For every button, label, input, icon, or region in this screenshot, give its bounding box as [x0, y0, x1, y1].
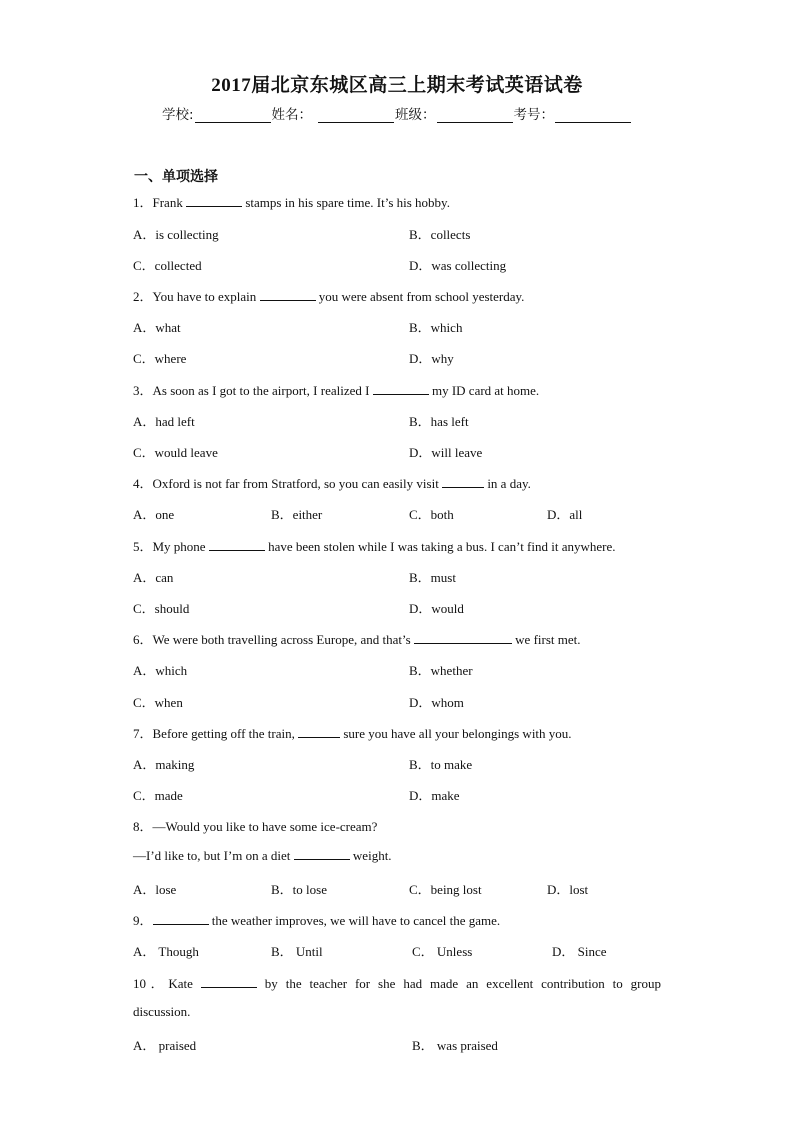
option[interactable]: B．has left: [409, 414, 469, 429]
option[interactable]: C．both: [409, 507, 454, 522]
question-stem: 2．You have to explain you were absent from school yesterday.: [133, 289, 525, 304]
option[interactable]: A．is collecting: [133, 227, 219, 242]
option[interactable]: C．collected: [133, 258, 202, 273]
section-heading: 一、单项选择: [134, 169, 218, 185]
option[interactable]: B．to make: [409, 757, 473, 772]
option[interactable]: A． Though: [133, 944, 199, 959]
answer-blank: [298, 726, 340, 738]
answer-blank: [153, 913, 209, 925]
question-stem-continued: discussion.: [133, 1004, 191, 1019]
option[interactable]: A．which: [133, 663, 188, 678]
number-label: 考号：: [513, 107, 555, 123]
answer-blank: [186, 195, 242, 207]
class-blank[interactable]: [437, 108, 513, 123]
question-stem: 8．—Would you like to have some ice-cream?: [133, 819, 378, 834]
question-stem-reply: —I’d like to, but I’m on a diet weight.: [133, 848, 392, 863]
student-info-line: [0, 103, 794, 123]
option[interactable]: B．must: [409, 570, 456, 585]
answer-blank: [373, 383, 429, 395]
option[interactable]: B．collects: [409, 227, 471, 242]
option[interactable]: D．was collecting: [409, 258, 507, 273]
option[interactable]: A．one: [133, 507, 175, 522]
option[interactable]: A． praised: [133, 1038, 197, 1053]
option[interactable]: D．all: [547, 507, 583, 522]
class-label: 班级：: [395, 107, 436, 123]
option[interactable]: B．to lose: [271, 882, 327, 897]
number-blank[interactable]: [555, 108, 631, 123]
question-stem: 9． the weather improves, we will have to cancel the game.: [133, 913, 501, 928]
school-blank[interactable]: [195, 108, 271, 123]
option[interactable]: D． Since: [552, 944, 607, 959]
option[interactable]: A．had left: [133, 414, 195, 429]
option[interactable]: A．lose: [133, 882, 177, 897]
option[interactable]: C． Unless: [412, 944, 473, 959]
question-stem: 7．Before getting off the train, sure you have all your belongings with you.: [133, 726, 572, 741]
option[interactable]: B．either: [271, 507, 323, 522]
option[interactable]: D．why: [409, 351, 454, 366]
question-stem: 6．We were both travelling across Europe, and that’s we first met.: [133, 632, 581, 647]
answer-blank: [414, 632, 512, 644]
school-label: 学校:: [161, 107, 194, 123]
option[interactable]: C．where: [133, 351, 187, 366]
question-stem: 4．Oxford is not far from Stratford, so you can easily visit in a day.: [133, 476, 531, 491]
option[interactable]: B． Until: [271, 944, 323, 959]
option[interactable]: C．being lost: [409, 882, 482, 897]
question-stem: 3．As soon as I got to the airport, I realized I my ID card at home.: [133, 383, 540, 398]
option[interactable]: D．lost: [547, 882, 589, 897]
answer-blank: [201, 976, 257, 988]
answer-blank: [442, 476, 484, 488]
answer-blank: [209, 539, 265, 551]
option[interactable]: A．what: [133, 320, 181, 335]
option[interactable]: A．can: [133, 570, 174, 585]
question-stem: 5．My phone have been stolen while I was taking a bus. I can’t find it anywhere.: [133, 539, 616, 554]
option[interactable]: C．made: [133, 788, 183, 803]
name-label: 姓名：: [271, 107, 313, 123]
name-blank[interactable]: [318, 108, 394, 123]
option[interactable]: D．make: [409, 788, 460, 803]
page-title: 2017届北京东城区高三上期末考试英语试卷: [211, 75, 583, 96]
question-stem: 10．Kate by the teacher for she had made an excellent contribution to group: [133, 976, 661, 991]
option[interactable]: D．would: [409, 601, 464, 616]
answer-blank: [260, 289, 316, 301]
option[interactable]: A．making: [133, 757, 195, 772]
answer-blank: [294, 848, 350, 860]
option[interactable]: C．should: [133, 601, 190, 616]
option[interactable]: D．whom: [409, 695, 464, 710]
option[interactable]: C．would leave: [133, 445, 218, 460]
option[interactable]: B．which: [409, 320, 463, 335]
option[interactable]: D．will leave: [409, 445, 483, 460]
option[interactable]: C．when: [133, 695, 183, 710]
question-stem: 1．Frank stamps in his spare time. It’s his hobby.: [133, 195, 450, 210]
option[interactable]: B．whether: [409, 663, 473, 678]
option[interactable]: B． was praised: [412, 1038, 498, 1053]
